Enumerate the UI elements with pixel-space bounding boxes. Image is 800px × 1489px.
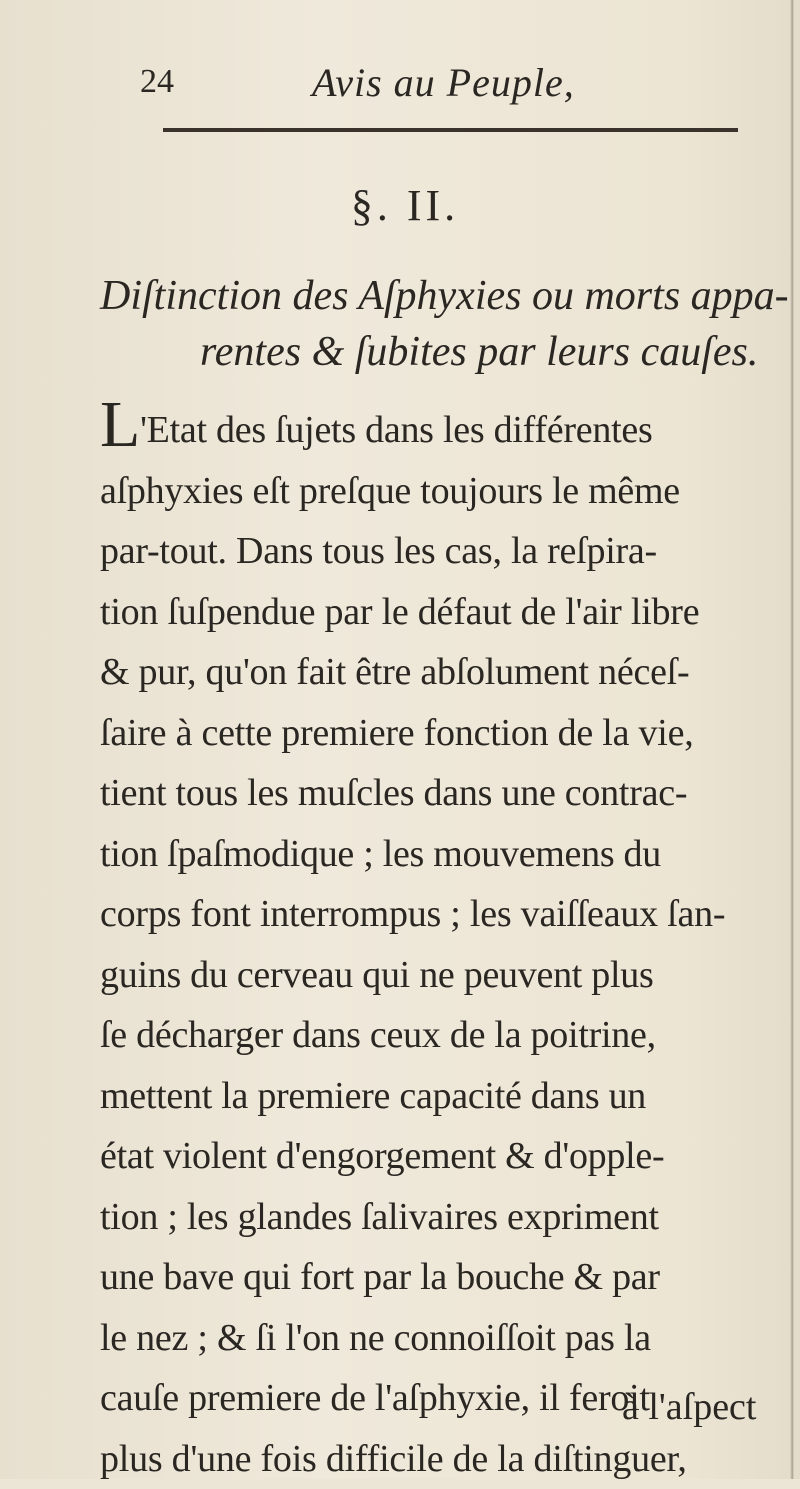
text-line: une bave qui fort par la bouche & par bbox=[100, 1247, 780, 1308]
text-line: tient tous les muſcles dans une contrac- bbox=[100, 763, 780, 824]
text-line: par-tout. Dans tous les cas, la reſpira- bbox=[100, 521, 780, 582]
drop-cap: L bbox=[100, 388, 140, 461]
running-title: Avis au Peuple, bbox=[312, 59, 575, 106]
section-mark: §. II. bbox=[0, 180, 800, 231]
text-line: ſe décharger dans ceux de la poitrine, bbox=[100, 1005, 780, 1066]
text-line: mettent la premiere capacité dans un bbox=[100, 1066, 780, 1127]
body-text bbox=[100, 400, 780, 1489]
section-title-line-1: Diſtinction des Aſphyxies ou morts appa- bbox=[100, 268, 740, 324]
text-line: & pur, qu'on fait être abſolument néceſ- bbox=[100, 642, 780, 703]
header-rule bbox=[163, 128, 738, 132]
text-line: tion ſpaſmodique ; les mouvemens du bbox=[100, 824, 780, 885]
text-line: aſphyxies eſt preſque toujours le même bbox=[100, 461, 780, 522]
catchword: à l'aſpect bbox=[622, 1385, 756, 1429]
page-number: 24 bbox=[140, 63, 174, 101]
text-line-content: 'Etat des ſujets dans les différentes bbox=[140, 409, 652, 451]
text-line: corps font interrompus ; les vaiſſeaux ſan- bbox=[100, 884, 780, 945]
text-line: cauſe premiere de l'aſphyxie, il feroit bbox=[100, 1368, 780, 1429]
page-header bbox=[0, 55, 800, 115]
text-line: tion ; les glandes ſalivaires expriment bbox=[100, 1187, 780, 1248]
text-line: guins du cerveau qui ne peuvent plus bbox=[100, 945, 780, 1006]
text-line: ſaire à cette premiere fonction de la vie, bbox=[100, 703, 780, 764]
text-line: état violent d'engorgement & d'opple- bbox=[100, 1126, 780, 1187]
text-line: plus d'une fois difficile de la diſtinguer, bbox=[100, 1429, 780, 1489]
text-line: tion ſuſpendue par le défaut de l'air libre bbox=[100, 582, 780, 643]
text-line: le nez ; & ſi l'on ne connoiſſoit pas la bbox=[100, 1308, 780, 1369]
section-title-line-2: rentes & ſubites par leurs cauſes. bbox=[100, 324, 740, 380]
text-line bbox=[100, 400, 780, 461]
section-title bbox=[100, 268, 740, 380]
